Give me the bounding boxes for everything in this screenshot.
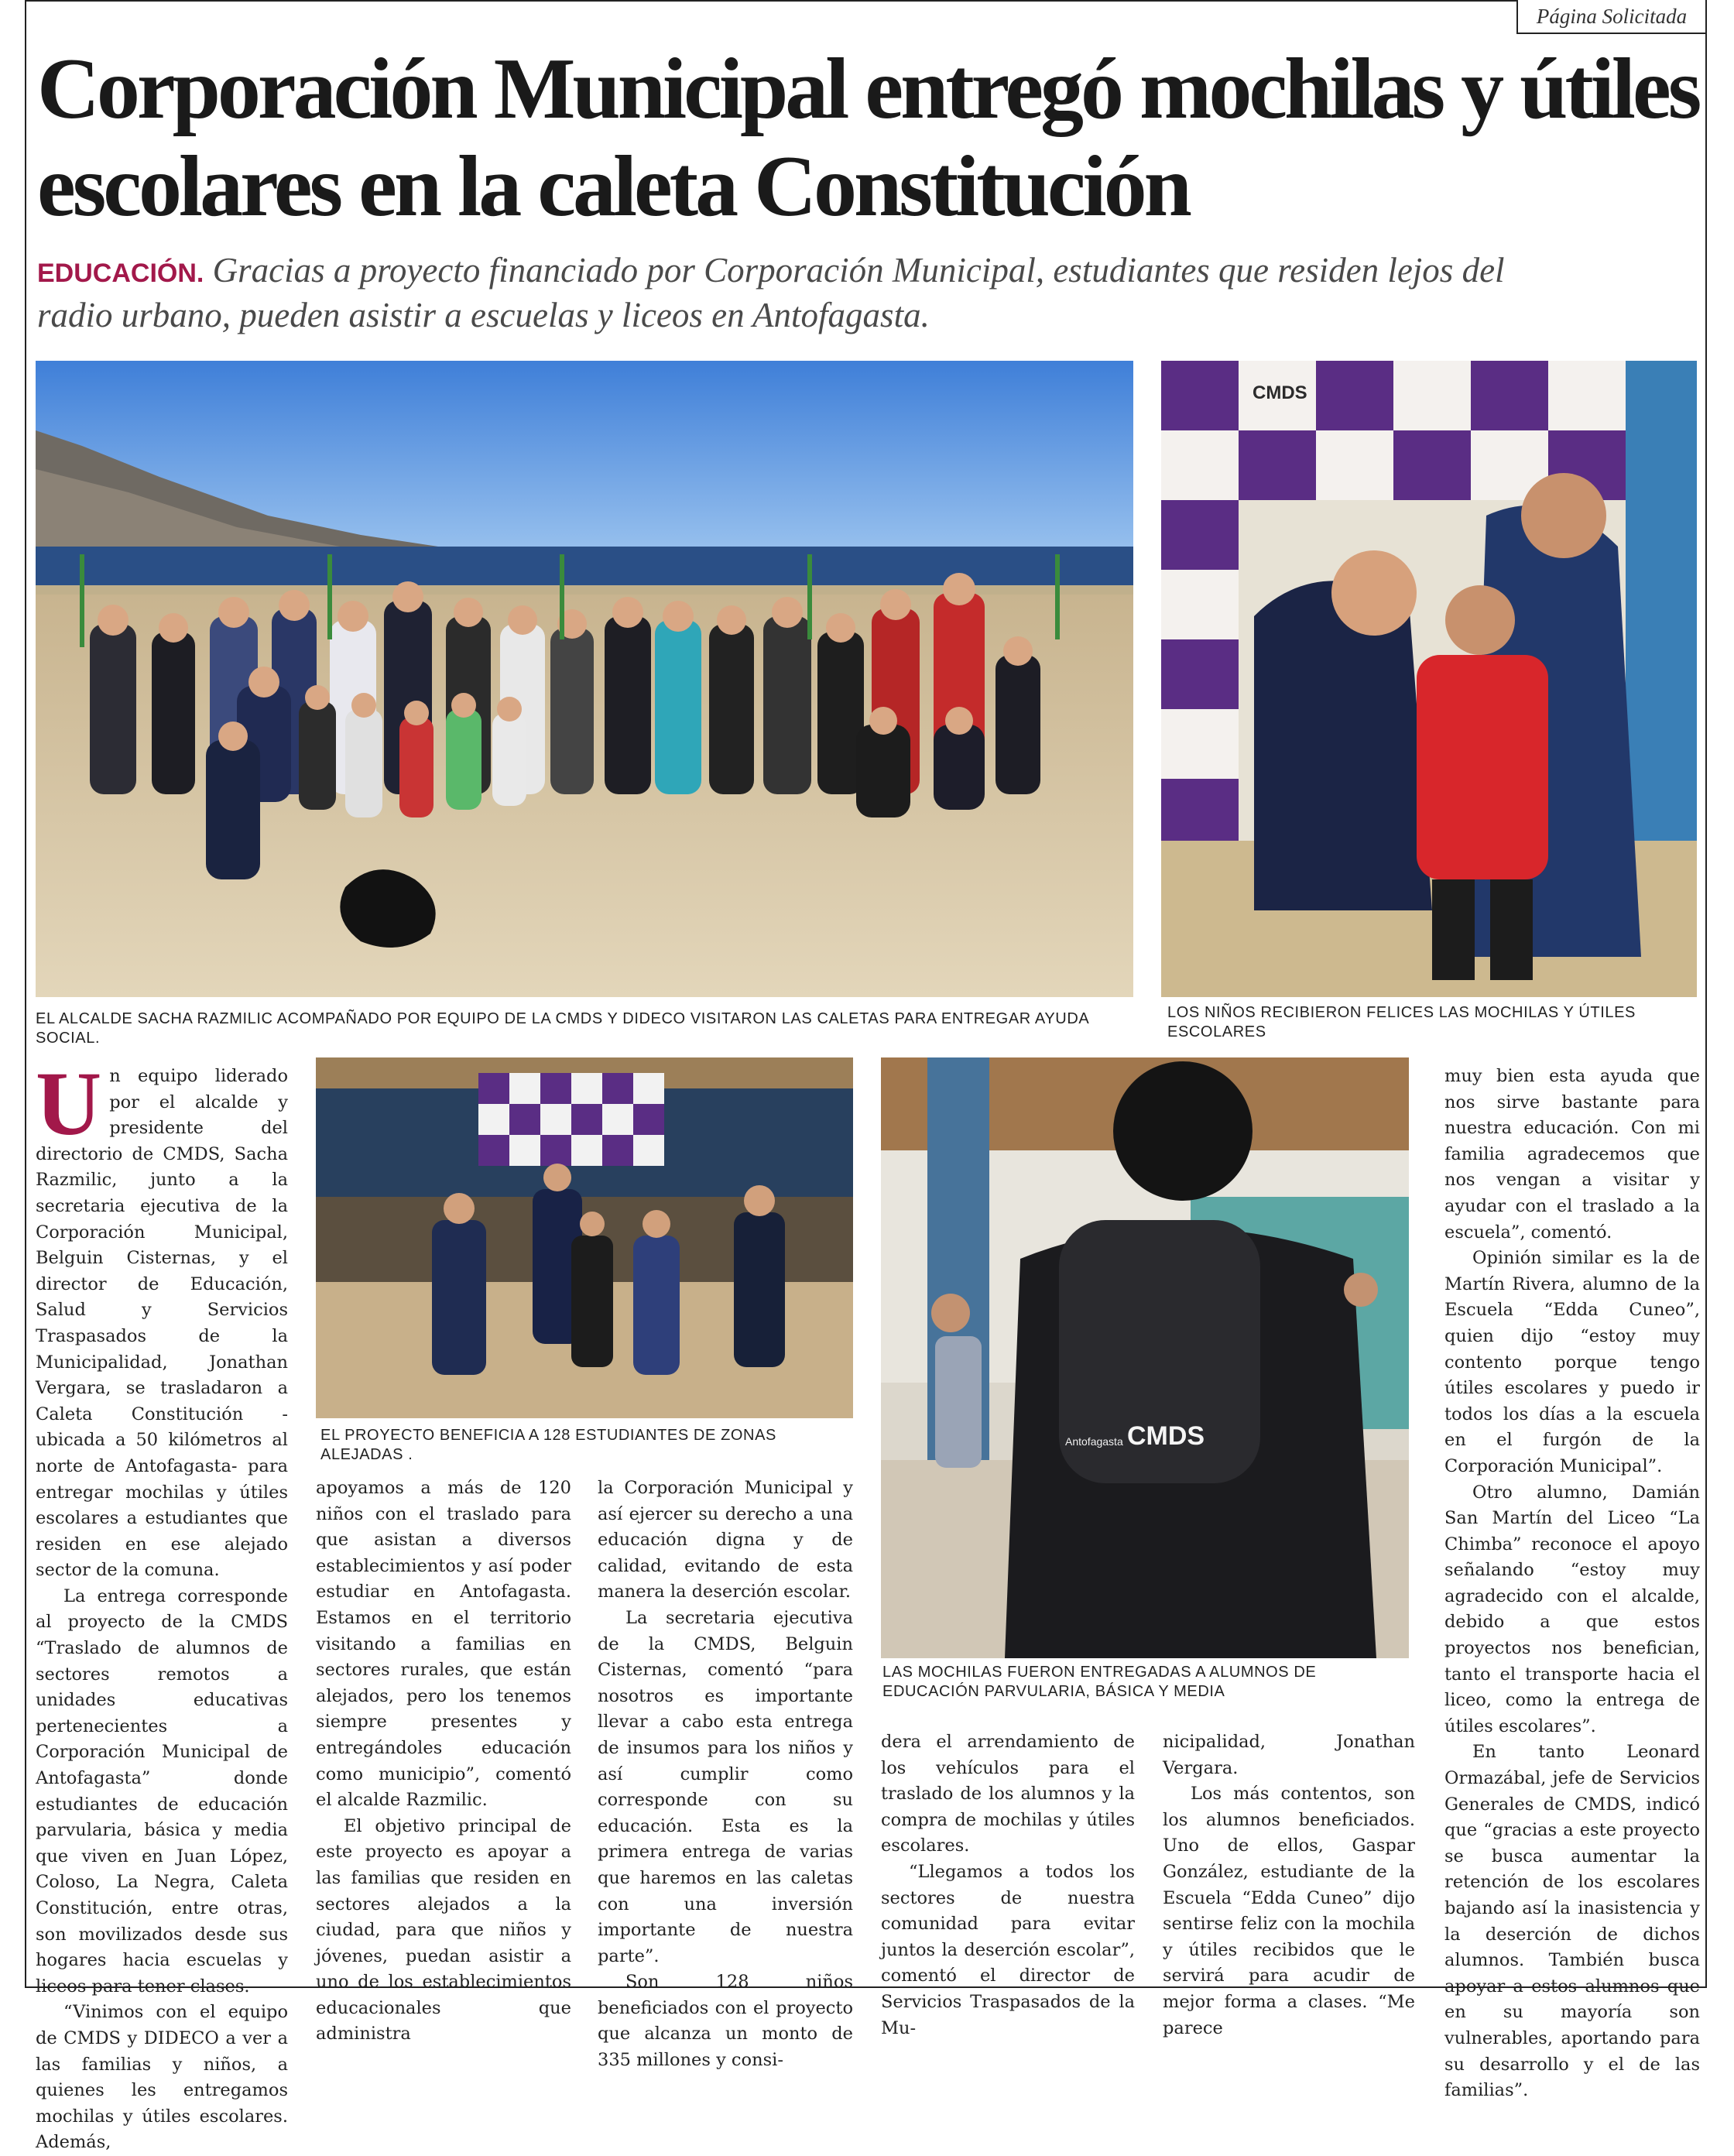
headline: Corporación Municipal entregó mochilas y útiles escolares en la caleta Constitución bbox=[37, 41, 1699, 235]
group-photo-caption: EL ALCALDE SACHA RAZMILIC ACOMPAÑADO POR EQUIPO DE LA CMDS Y DIDECO VISITARON LAS CALETAS PARA ENTREGAR AYUDA SOCIAL. bbox=[36, 1010, 1089, 1047]
body-column-1 bbox=[36, 1053, 288, 2156]
body-paragraph: Un equipo liderado por el alcalde y presidente del directorio de CMDS, Sacha Razmilic, junto a la secretaria ejecutiva de la Corporación Municipal, Belguin Cisternas, y el director de Educación, Salud y Servicios Traspasados de la Municipalidad, Jonathan Vergara, se trasladaron a Caleta Constitución -ubicada a 50 kilómetros al norte de Antofagasta- para entregar mochilas y útiles escolares a estudiantes que residen en ese alejado sector de la comuna. bbox=[36, 1053, 288, 1581]
cmds-logo-badge: CMDS bbox=[1253, 382, 1307, 403]
backpack-brand: Antofagasta bbox=[1065, 1435, 1123, 1448]
body-paragraph: La secretaria ejecutiva de la CMDS, Belguin Cisternas, comentó “para nosotros es importante llevar a cabo esta entrega de insumos para los niños y así cumplir como corresponde con su educación. Esta es la primera entrega de varias que haremos en las caletas con una inversión importante de nuestra parte”. bbox=[598, 1607, 853, 1966]
body-paragraph: apoyamos a más de 120 niños con el traslado para que asistan a diversos establecimientos y así poder estudiar en Antofagasta. Estamos en el territorio visitando a familias en sectores rurales, que están alejados, pero los tenemos siempre presentes y entregándoles educación como municipio”, comentó el alcalde Razmilic. bbox=[316, 1478, 571, 1811]
body-column-3 bbox=[598, 1476, 853, 2074]
body-paragraph: nicipalidad, Jonathan Vergara. bbox=[1163, 1732, 1415, 1778]
kids-photo bbox=[1161, 361, 1697, 997]
body-paragraph: La entrega corresponde al proyecto de la CMDS “Traslado de alumnos de sectores remotos a unidades educativas pertenecientes a Corporación Municipal de Antofagasta” donde estudiantes de educación parvularia, básica y media que viven en Juan López, Coloso, La Negra, Caleta Constitución, entre otras, son movilizados desde sus hogares hacia escuelas y liceos para tener clases. bbox=[36, 1585, 288, 1997]
body-paragraph: Opinión similar es la de Martín Rivera, alumno de la Escuela “Edda Cuneo”, quien dijo “estoy muy contento porque tengo útiles escolares y puedo ir todos los días a la escuela en el furgón de la Corporación Municipal”. bbox=[1444, 1248, 1700, 1476]
body-paragraph: Son 128 niños beneficiados con el proyecto que alcanza un monto de 335 millones y consi- bbox=[598, 1972, 853, 2071]
backpack-logo: CMDS bbox=[1127, 1421, 1205, 1451]
body-paragraph: El objetivo principal de este proyecto es apoyar a las familias que residen en sectores alejados a la ciudad, para que niños y jóvenes, puedan asistir a uno de los establecimientos educacionales que administra bbox=[316, 1815, 571, 2045]
body-paragraph: “Vinimos con el equipo de CMDS y DIDECO a ver a las familias y niños, a quienes les entregamos mochilas y útiles escolares. Además, bbox=[36, 2002, 288, 2153]
kids-photo-caption: LOS NIÑOS RECIBIERON FELICES LAS MOCHILAS Y ÚTILES ESCOLARES bbox=[1167, 1004, 1636, 1040]
section-label: EDUCACIÓN. bbox=[37, 259, 204, 288]
deck bbox=[37, 249, 1547, 336]
body-paragraph: Los más contentos, son los alumnos beneficiados. Uno de ellos, Gaspar González, estudiante de la Escuela “Edda Cuneo” dijo sentirse feliz con la mochila y útiles recibidos que le servirá para acudir de mejor forma a clases. “Me parece bbox=[1163, 1784, 1415, 2038]
page-tag: Página Solicitada bbox=[1516, 0, 1707, 34]
deck-text: Gracias a proyecto financiado por Corporación Municipal, estudiantes que residen lejos del radio urbano, pueden asistir a escuelas y liceos en Antofagasta. bbox=[37, 251, 1505, 334]
body-column-2 bbox=[316, 1476, 571, 2048]
body-column-5 bbox=[1163, 1729, 1415, 2041]
body-paragraph: dera el arrendamiento de los vehículos para el traslado de los alumnos y la compra de mochilas y útiles escolares. bbox=[881, 1732, 1135, 1856]
project-photo bbox=[316, 1057, 853, 1418]
body-paragraph: En tanto Leonard Ormazábal, jefe de Servicios Generales de CMDS, indicó que “gracias a este proyecto se busca aumentar la retención de los escolares bajando así la inasistencia y la deserción de dichos alumnos. También busca apoyar a estos alumnos que en su mayoría son vulnerables, aportando para su desarrollo y el de las familias”. bbox=[1444, 1742, 1700, 2101]
drop-cap: U bbox=[36, 1053, 102, 1154]
body-column-4 bbox=[881, 1729, 1135, 2041]
body-column-6 bbox=[1444, 1064, 1700, 2104]
group-photo bbox=[36, 361, 1133, 997]
backpack-photo-caption: LAS MOCHILAS FUERON ENTREGADAS A ALUMNOS DE EDUCACIÓN PARVULARIA, BÁSICA Y MEDIA bbox=[882, 1664, 1317, 1700]
body-paragraph: muy bien esta ayuda que nos sirve bastante para nuestra educación. Con mi familia agradecemos que nos vengan a visitar y ayudar con el traslado a la escuela”, comentó. bbox=[1444, 1066, 1700, 1243]
body-paragraph: “Llegamos a todos los sectores de nuestra comunidad para evitar juntos la deserción escolar”, comentó el director de Servicios Traspasados de la Mu- bbox=[881, 1861, 1135, 2038]
body-paragraph: Otro alumno, Damián San Martín del Liceo “La Chimba” reconoce el apoyo señalando “estoy muy agradecido con el alcalde, debido a que estos proyectos nos benefician, tanto el transporte hacia el liceo, como la entrega de útiles escolares”. bbox=[1444, 1482, 1700, 1736]
body-paragraph: la Corporación Municipal y así ejercer su derecho a una educación digna y de calidad, evitando de esta manera la deserción escolar. bbox=[598, 1478, 853, 1602]
project-photo-caption: EL PROYECTO BENEFICIA A 128 ESTUDIANTES DE ZONAS ALEJADAS . bbox=[320, 1427, 776, 1463]
backpack-photo bbox=[881, 1057, 1409, 1658]
